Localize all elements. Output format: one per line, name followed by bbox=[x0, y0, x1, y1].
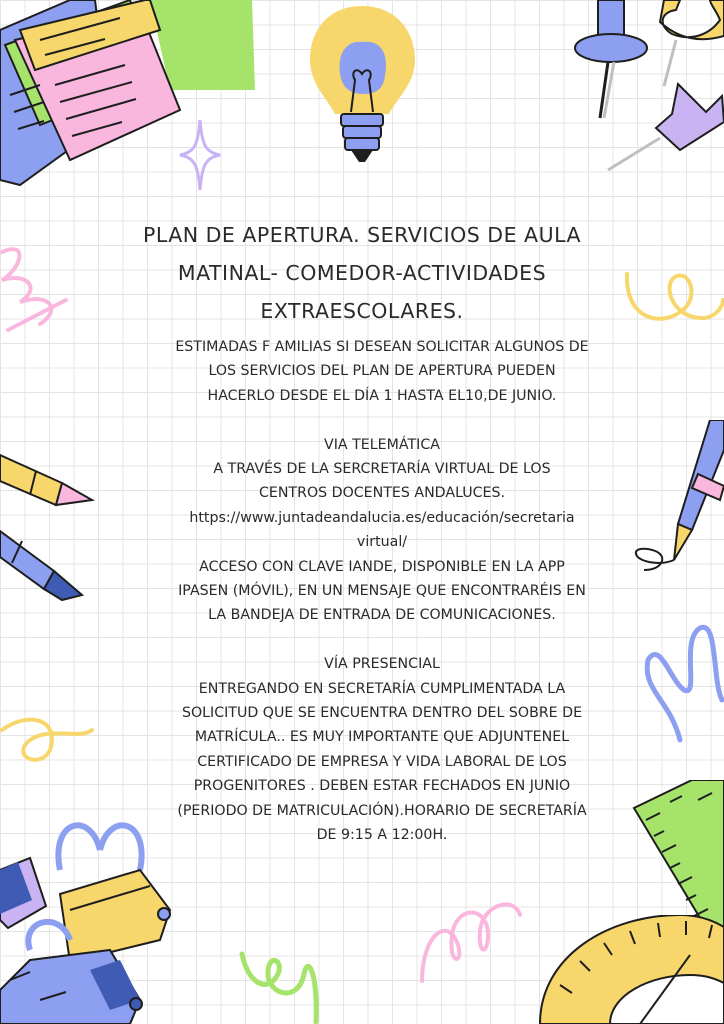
text-line: CENTROS DOCENTES ANDALUCES. bbox=[258, 485, 506, 502]
text-line: HACERLO DESDE EL DÍA 1 HASTA EL10,DE JUNIO. bbox=[207, 387, 557, 404]
squiggle-icon bbox=[0, 700, 95, 780]
text-line: LOS SERVICIOS DEL PLAN DE APERTURA PUEDEN bbox=[208, 363, 556, 380]
telematic-section bbox=[120, 433, 644, 628]
text-line: ESTIMADAS F AMILIAS SI DESEAN SOLICITAR ALGUNOS DE bbox=[175, 339, 589, 355]
page-title bbox=[130, 216, 594, 330]
pencil-icon bbox=[630, 420, 724, 585]
sparkle-icon bbox=[178, 118, 222, 192]
text-line: LA BANDEJA DE ENTRADA DE COMUNICACIONES. bbox=[208, 607, 556, 624]
pushpin-icon bbox=[560, 0, 724, 180]
intro-paragraph bbox=[120, 335, 644, 408]
notice-body bbox=[120, 335, 644, 848]
squiggle-icon bbox=[238, 944, 338, 1024]
squiggle-icon bbox=[0, 240, 70, 335]
crayon-icon bbox=[0, 445, 100, 610]
text-line: PROGENITORES . DEBEN ESTAR FECHADOS EN JUNIO bbox=[193, 778, 571, 795]
text-line: (PERIODO DE MATRICULACIÓN).HORARIO DE SECRETARÍA bbox=[177, 802, 587, 819]
squiggle-icon bbox=[418, 895, 524, 985]
squiggle-icon bbox=[625, 262, 724, 332]
text-line: A TRAVÉS DE LA SERCRETARÍA VIRTUAL DE LOS bbox=[213, 461, 551, 478]
section-heading: VÍA PRESENCIAL bbox=[324, 656, 440, 673]
url-text: https://www.juntadeandalucia.es/educación/secretaria bbox=[189, 509, 575, 526]
title-line: EXTRAESCOLARES. bbox=[260, 299, 464, 323]
text-line: MATRÍCULA.. ES MUY IMPORTANTE QUE ADJUNTENEL bbox=[194, 729, 570, 746]
text-line: IPASEN (MÓVIL), EN UN MENSAJE QUE ENCONTRARÉIS EN bbox=[178, 583, 586, 600]
presential-section bbox=[120, 652, 644, 847]
text-line: ENTREGANDO EN SECRETARÍA CUMPLIMENTADA LA bbox=[198, 680, 566, 697]
text-line: SOLICITUD QUE SE ENCUENTRA DENTRO DEL SOBRE DE bbox=[181, 705, 583, 722]
protractor-icon bbox=[520, 915, 724, 1024]
title-line: MATINAL- COMEDOR-ACTIVIDADES bbox=[177, 261, 547, 285]
section-heading: VIA TELEMÁTICA bbox=[324, 436, 440, 453]
text-line: ACCESO CON CLAVE IANDE, DISPONIBLE EN LA APP bbox=[199, 558, 565, 575]
title-line: PLAN DE APERTURA. SERVICIOS DE AULA bbox=[143, 223, 581, 247]
url-text: virtual/ bbox=[356, 534, 408, 551]
text-line: DE 9:15 A 12:00H. bbox=[316, 827, 448, 844]
lightbulb-icon bbox=[305, 2, 420, 174]
squiggle-icon bbox=[640, 620, 724, 750]
text-line: CERTIFICADO DE EMPRESA Y VIDA LABORAL DE LOS bbox=[197, 753, 567, 770]
